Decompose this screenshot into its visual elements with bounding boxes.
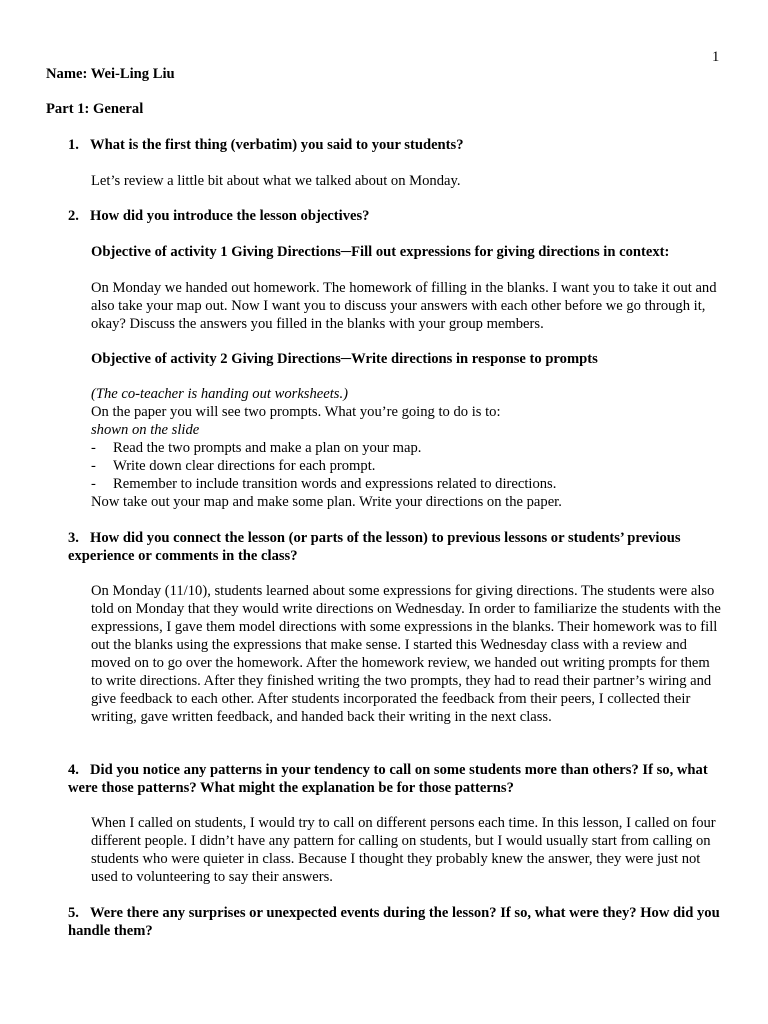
question-text: What is the first thing (verbatim) you said to your students?	[90, 137, 464, 153]
question-text: Did you notice any patterns in your tendency to call on some students more than others? If so, what were those patterns? What might the explanation be for those patterns?	[68, 762, 708, 796]
part-heading: Part 1: General	[46, 101, 144, 117]
objective-2-closing: Now take out your map and make some plan. Write your directions on the paper.	[91, 494, 562, 510]
question-5	[68, 904, 728, 940]
question-number: 5.	[68, 905, 79, 921]
objective-2-bullets	[91, 439, 721, 493]
answer-4: When I called on students, I would try to call on different persons each time. In this lesson, I called on four different people. I didn’t have any pattern for calling on students, but I would usually start from calling on students who were quieter in class. Because I thought they probably knew the answer, they were just not used to volunteering to say their answers.	[91, 815, 716, 885]
question-4	[68, 761, 728, 797]
objective-1-text: On Monday we handed out homework. The homework of filling in the blanks. I want you to take it out and also take your map out. Now I want you to discuss your answers with each other before we go through it, okay? Discuss the answers you filled in the blanks with your group members.	[91, 280, 717, 332]
page-number: 1	[712, 49, 720, 65]
list-item: - Read the two prompts and make a plan on your map.	[91, 440, 422, 456]
objective-2-note: (The co-teacher is handing out worksheets.)	[91, 386, 348, 402]
name-line: Name: Wei-Ling Liu	[46, 66, 175, 82]
objective-2-heading: Objective of activity 2 Giving Directions─Write directions in response to prompts	[91, 351, 598, 367]
objective-2-line: On the paper you will see two prompts. What you’re going to do is to:	[91, 404, 501, 420]
answer-3: On Monday (11/10), students learned about some expressions for giving directions. The students were also told on Monday that they would write directions on Wednesday. In order to familiarize the students with the expressions, I gave them model directions with some expressions in the blanks. Their homework was to fill out the blanks using the expressions that make sense. I started this Wednesday class with a review and moved on to go over the homework. After the homework review, we handed out writing prompts for them to write directions. After they finished writing the two prompts, they had to read their partner’s wiring and give feedback to each other. After students incorporated the feedback from their peers, I collected their writing, gave written feedback, and handed back their writing in the next class.	[91, 583, 721, 725]
question-number: 2.	[68, 208, 79, 224]
question-number: 3.	[68, 530, 79, 546]
question-text: Were there any surprises or unexpected events during the lesson? If so, what were they? How did you handle them?	[68, 905, 720, 939]
question-3	[68, 529, 728, 565]
question-2	[68, 207, 728, 225]
question-text: How did you connect the lesson (or parts of the lesson) to previous lessons or students’ previous experience or comments in the class?	[68, 530, 681, 564]
question-1	[68, 136, 728, 154]
list-item: - Remember to include transition words and expressions related to directions.	[91, 476, 557, 492]
list-item: - Write down clear directions for each prompt.	[91, 458, 376, 474]
question-number: 4.	[68, 762, 79, 778]
objective-1-heading: Objective of activity 1 Giving Directions─Fill out expressions for giving directions in context:	[91, 244, 670, 260]
question-number: 1.	[68, 137, 79, 153]
question-text: How did you introduce the lesson objectives?	[90, 208, 370, 224]
answer-1: Let’s review a little bit about what we talked about on Monday.	[91, 173, 461, 189]
objective-2-slide-note: shown on the slide	[91, 422, 200, 438]
